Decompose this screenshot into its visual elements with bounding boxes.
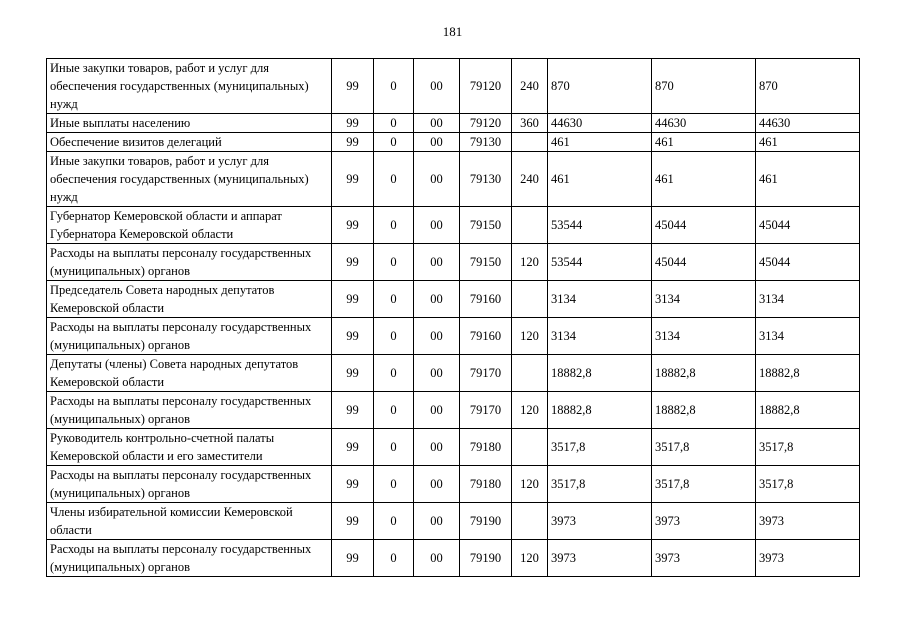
amount-year3-cell: 3134 [756, 281, 860, 318]
direction-code-cell: 79170 [460, 355, 512, 392]
amount-year1-cell: 18882,8 [548, 392, 652, 429]
expense-type-cell: 120 [512, 466, 548, 503]
program-code-cell: 0 [374, 133, 414, 152]
direction-code-cell: 79120 [460, 114, 512, 133]
expense-type-cell: 240 [512, 152, 548, 207]
amount-year3-cell: 3134 [756, 318, 860, 355]
expense-type-cell [512, 207, 548, 244]
amount-year1-cell: 3973 [548, 503, 652, 540]
page-number: 181 [442, 24, 463, 39]
amount-year1-cell: 3517,8 [548, 466, 652, 503]
subprogram-code-cell: 00 [414, 503, 460, 540]
table-row [47, 59, 860, 114]
table-row [47, 466, 860, 503]
amount-year3-cell: 3973 [756, 503, 860, 540]
row-name-cell: Руководитель контрольно-счетной палаты Кемеровской области и его заместители [47, 429, 332, 466]
amount-year2-cell: 3134 [652, 281, 756, 318]
expense-type-cell [512, 429, 548, 466]
table-row [47, 429, 860, 466]
direction-code-cell: 79190 [460, 503, 512, 540]
subprogram-code-cell: 00 [414, 114, 460, 133]
expense-type-cell [512, 133, 548, 152]
amount-year3-cell: 870 [756, 59, 860, 114]
amount-year1-cell: 461 [548, 152, 652, 207]
program-code-cell: 0 [374, 466, 414, 503]
amount-year2-cell: 3517,8 [652, 429, 756, 466]
table-row [47, 207, 860, 244]
amount-year1-cell: 3134 [548, 281, 652, 318]
amount-year3-cell: 18882,8 [756, 355, 860, 392]
subprogram-code-cell: 00 [414, 429, 460, 466]
ministry-code-cell: 99 [332, 466, 374, 503]
subprogram-code-cell: 00 [414, 355, 460, 392]
table-row [47, 114, 860, 133]
program-code-cell: 0 [374, 355, 414, 392]
ministry-code-cell: 99 [332, 207, 374, 244]
amount-year2-cell: 461 [652, 133, 756, 152]
amount-year3-cell: 3517,8 [756, 466, 860, 503]
subprogram-code-cell: 00 [414, 318, 460, 355]
row-name-cell: Расходы на выплаты персоналу государственных (муниципальных) органов [47, 540, 332, 577]
subprogram-code-cell: 00 [414, 207, 460, 244]
amount-year2-cell: 45044 [652, 244, 756, 281]
table-row [47, 392, 860, 429]
subprogram-code-cell: 00 [414, 244, 460, 281]
amount-year1-cell: 870 [548, 59, 652, 114]
ministry-code-cell: 99 [332, 281, 374, 318]
table-row [47, 133, 860, 152]
program-code-cell: 0 [374, 114, 414, 133]
ministry-code-cell: 99 [332, 355, 374, 392]
row-name-cell: Иные закупки товаров, работ и услуг для обеспечения государственных (муниципальных) нужд [47, 152, 332, 207]
amount-year1-cell: 3973 [548, 540, 652, 577]
program-code-cell: 0 [374, 392, 414, 429]
program-code-cell: 0 [374, 244, 414, 281]
row-name-cell: Члены избирательной комиссии Кемеровской области [47, 503, 332, 540]
ministry-code-cell: 99 [332, 244, 374, 281]
expense-type-cell [512, 281, 548, 318]
amount-year2-cell: 3517,8 [652, 466, 756, 503]
subprogram-code-cell: 00 [414, 281, 460, 318]
program-code-cell: 0 [374, 281, 414, 318]
amount-year1-cell: 3517,8 [548, 429, 652, 466]
amount-year3-cell: 461 [756, 152, 860, 207]
amount-year3-cell: 45044 [756, 244, 860, 281]
table-body [47, 59, 860, 577]
expense-type-cell [512, 503, 548, 540]
expense-type-cell: 120 [512, 392, 548, 429]
expense-type-cell: 360 [512, 114, 548, 133]
table-row [47, 281, 860, 318]
amount-year3-cell: 3973 [756, 540, 860, 577]
amount-year2-cell: 3134 [652, 318, 756, 355]
row-name-cell: Депутаты (члены) Совета народных депутатов Кемеровской области [47, 355, 332, 392]
ministry-code-cell: 99 [332, 540, 374, 577]
expense-type-cell [512, 355, 548, 392]
row-name-cell: Иные выплаты населению [47, 114, 332, 133]
program-code-cell: 0 [374, 152, 414, 207]
amount-year2-cell: 3973 [652, 540, 756, 577]
table-row [47, 355, 860, 392]
direction-code-cell: 79190 [460, 540, 512, 577]
amount-year2-cell: 18882,8 [652, 392, 756, 429]
amount-year3-cell: 44630 [756, 114, 860, 133]
row-name-cell: Губернатор Кемеровской области и аппарат Губернатора Кемеровской области [47, 207, 332, 244]
ministry-code-cell: 99 [332, 318, 374, 355]
ministry-code-cell: 99 [332, 133, 374, 152]
table-row [47, 318, 860, 355]
subprogram-code-cell: 00 [414, 392, 460, 429]
direction-code-cell: 79150 [460, 207, 512, 244]
budget-table [46, 58, 860, 577]
subprogram-code-cell: 00 [414, 540, 460, 577]
amount-year1-cell: 53544 [548, 244, 652, 281]
ministry-code-cell: 99 [332, 114, 374, 133]
subprogram-code-cell: 00 [414, 133, 460, 152]
amount-year3-cell: 3517,8 [756, 429, 860, 466]
direction-code-cell: 79130 [460, 152, 512, 207]
ministry-code-cell: 99 [332, 429, 374, 466]
direction-code-cell: 79160 [460, 318, 512, 355]
table-row [47, 540, 860, 577]
program-code-cell: 0 [374, 207, 414, 244]
expense-type-cell: 120 [512, 540, 548, 577]
amount-year2-cell: 3973 [652, 503, 756, 540]
amount-year2-cell: 45044 [652, 207, 756, 244]
direction-code-cell: 79180 [460, 466, 512, 503]
program-code-cell: 0 [374, 318, 414, 355]
amount-year1-cell: 461 [548, 133, 652, 152]
ministry-code-cell: 99 [332, 152, 374, 207]
row-name-cell: Расходы на выплаты персоналу государственных (муниципальных) органов [47, 244, 332, 281]
program-code-cell: 0 [374, 503, 414, 540]
row-name-cell: Обеспечение визитов делегаций [47, 133, 332, 152]
row-name-cell: Иные закупки товаров, работ и услуг для обеспечения государственных (муниципальных) нужд [47, 59, 332, 114]
expense-type-cell: 120 [512, 318, 548, 355]
row-name-cell: Расходы на выплаты персоналу государственных (муниципальных) органов [47, 392, 332, 429]
subprogram-code-cell: 00 [414, 59, 460, 114]
program-code-cell: 0 [374, 540, 414, 577]
direction-code-cell: 79170 [460, 392, 512, 429]
amount-year2-cell: 18882,8 [652, 355, 756, 392]
ministry-code-cell: 99 [332, 503, 374, 540]
amount-year2-cell: 461 [652, 152, 756, 207]
amount-year1-cell: 18882,8 [548, 355, 652, 392]
direction-code-cell: 79150 [460, 244, 512, 281]
amount-year3-cell: 18882,8 [756, 392, 860, 429]
direction-code-cell: 79180 [460, 429, 512, 466]
amount-year1-cell: 3134 [548, 318, 652, 355]
amount-year3-cell: 461 [756, 133, 860, 152]
subprogram-code-cell: 00 [414, 466, 460, 503]
ministry-code-cell: 99 [332, 392, 374, 429]
amount-year3-cell: 45044 [756, 207, 860, 244]
row-name-cell: Расходы на выплаты персоналу государственных (муниципальных) органов [47, 318, 332, 355]
amount-year2-cell: 870 [652, 59, 756, 114]
direction-code-cell: 79160 [460, 281, 512, 318]
amount-year2-cell: 44630 [652, 114, 756, 133]
subprogram-code-cell: 00 [414, 152, 460, 207]
ministry-code-cell: 99 [332, 59, 374, 114]
table-row [47, 244, 860, 281]
amount-year1-cell: 44630 [548, 114, 652, 133]
expense-type-cell: 120 [512, 244, 548, 281]
expense-type-cell: 240 [512, 59, 548, 114]
program-code-cell: 0 [374, 429, 414, 466]
direction-code-cell: 79130 [460, 133, 512, 152]
row-name-cell: Председатель Совета народных депутатов Кемеровской области [47, 281, 332, 318]
amount-year1-cell: 53544 [548, 207, 652, 244]
table-row [47, 152, 860, 207]
row-name-cell: Расходы на выплаты персоналу государственных (муниципальных) органов [47, 466, 332, 503]
table-row [47, 503, 860, 540]
program-code-cell: 0 [374, 59, 414, 114]
direction-code-cell: 79120 [460, 59, 512, 114]
